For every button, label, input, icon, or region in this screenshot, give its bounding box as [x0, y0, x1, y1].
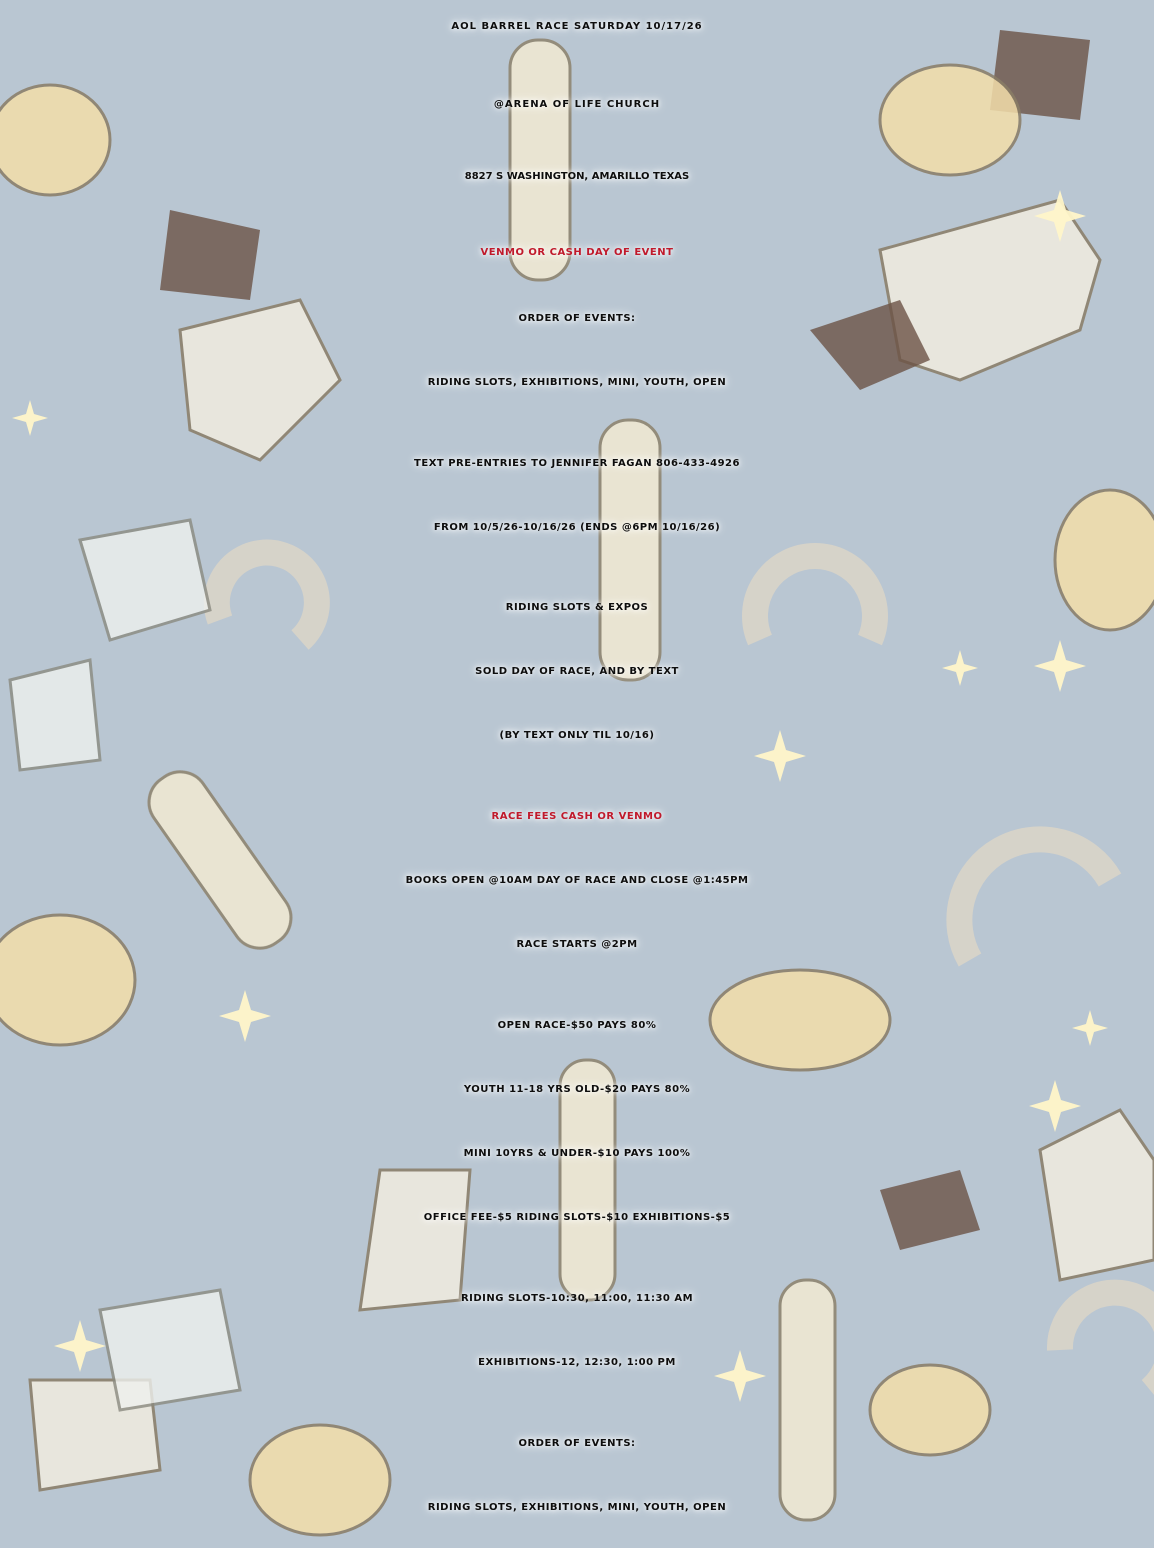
fee-mini: MINI 10YRS & UNDER-$10 PAYS 100%: [463, 1148, 691, 1159]
riding-slot-times: RIDING SLOTS-10:30, 11:00, 11:30 AM: [460, 1293, 694, 1304]
order-of-events-heading: ORDER OF EVENTS:: [518, 313, 636, 324]
payment-notice: VENMO OR CASH DAY OF EVENT: [480, 247, 674, 258]
books-open-close: BOOKS OPEN @10AM DAY OF RACE AND CLOSE @1:45PM: [405, 875, 749, 886]
fee-office-slots-exhibitions: OFFICE FEE-$5 RIDING SLOTS-$10 EXHIBITIONS-$5: [423, 1212, 731, 1223]
venue-name: @ARENA OF LIFE CHURCH: [493, 99, 661, 110]
venue-address: 8827 S WASHINGTON, AMARILLO TEXAS: [464, 171, 690, 182]
order-of-events-heading-2: ORDER OF EVENTS:: [518, 1438, 636, 1449]
slots-sold-info: SOLD DAY OF RACE, AND BY TEXT: [475, 666, 679, 677]
riding-slots-expos: RIDING SLOTS & EXPOS: [505, 602, 649, 613]
fee-youth: YOUTH 11-18 YRS OLD-$20 PAYS 80%: [463, 1084, 691, 1095]
fee-open-race: OPEN RACE-$50 PAYS 80%: [497, 1020, 657, 1031]
order-of-events-list-2: RIDING SLOTS, EXHIBITIONS, MINI, YOUTH, OPEN: [427, 1502, 727, 1513]
slots-text-deadline: (BY TEXT ONLY TIL 10/16): [499, 730, 655, 741]
order-of-events-list: RIDING SLOTS, EXHIBITIONS, MINI, YOUTH, OPEN: [427, 377, 727, 388]
race-start-time: RACE STARTS @2PM: [516, 939, 638, 950]
race-fees-notice: RACE FEES CASH OR VENMO: [491, 811, 663, 822]
pre-entries-dates: FROM 10/5/26-10/16/26 (ENDS @6PM 10/16/26): [433, 522, 721, 533]
pre-entries-contact: TEXT PRE-ENTRIES TO JENNIFER FAGAN 806-433-4926: [414, 458, 740, 469]
exhibition-times: EXHIBITIONS-12, 12:30, 1:00 PM: [478, 1357, 676, 1368]
event-title: AOL BARREL RACE SATURDAY 10/17/26: [451, 21, 703, 32]
